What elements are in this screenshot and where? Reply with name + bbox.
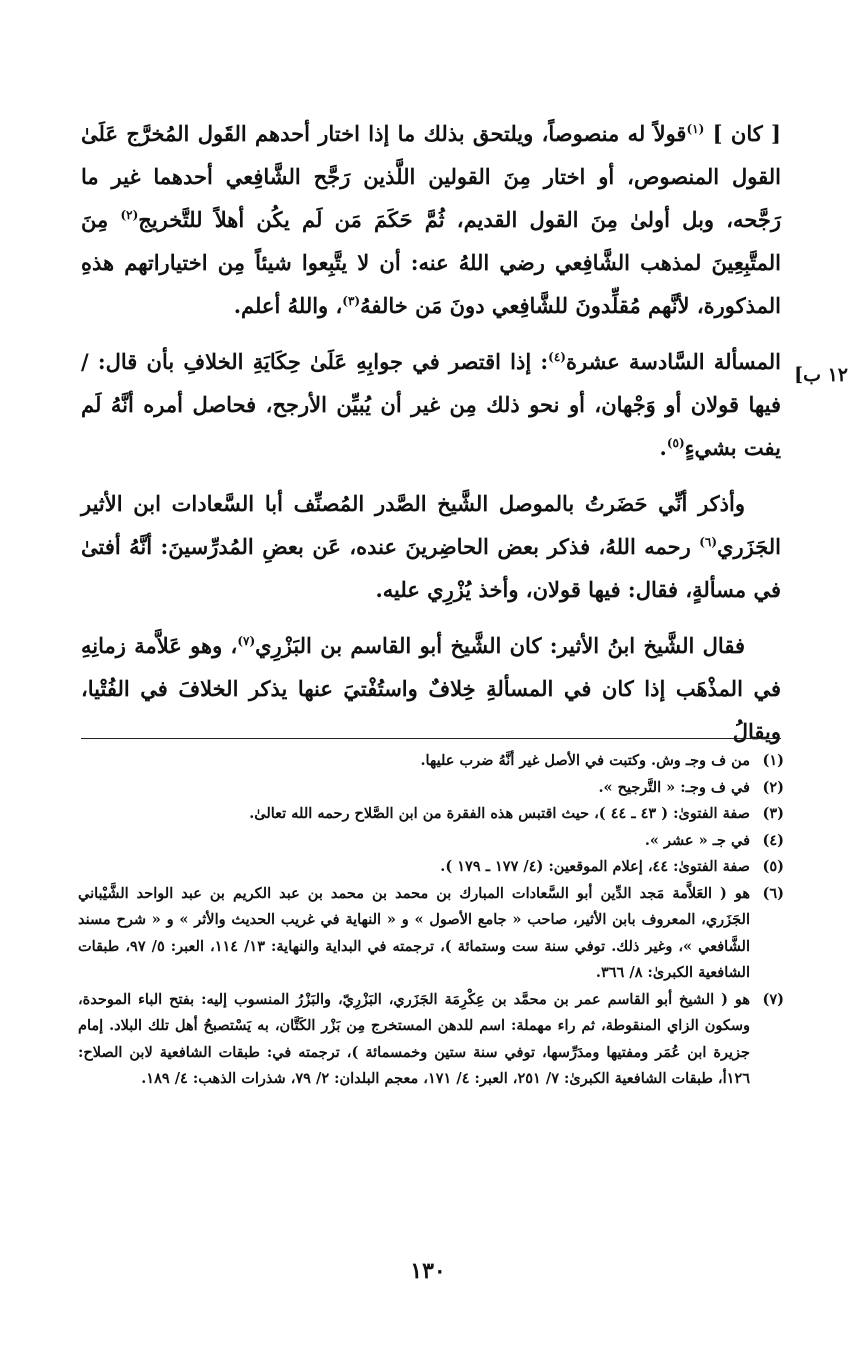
footnote-6 — [78, 881, 784, 987]
paragraph-2-text-b: . — [659, 435, 667, 460]
footnote-text: صفة الفتوىٰ: ٤٤، إعلام الموقعين: (٤/ ١٧٧ ـ ١٧٩ ). — [440, 858, 750, 875]
footnote-text: هو ( الشيخ أبو القاسم عمر بن محمَّد بن عِكْرِمَة الجَزَري، البَزْرِيّ، والبَزْرُ المنسوب إليه: بفتح الباء الموحدة، وسكون الزاي المنقوطة، ثم راء مهملة: اسم للدهن المستخرج مِن بَزْر الكَتَّان، به يَسْتصبحُ أهل تلك البلاد. إمام جزيرة ابن عُمَر ومفتيها ومدَرِّسها، توفي سنة ستين وخمسمائة )، ترجمته في: طبقات الشافعية لابن الصلاح: ١٢٦أ، طبقات الشافعية الكبرىٰ: ٧/ ٢٥١، العبر: ٤/ ١٧١، معجم البلدان: ٢/ ٧٩، شذرات الذهب: ٤/ ١٨٩. — [78, 990, 750, 1087]
paragraph-3-text-b: رحمه اللهُ، فذكر بعض الحاضِرينَ عنده، عَن بعضِ المُدرِّسينَ: أنَّهُ أفتىٰ في مسألةٍ، فقال: فيها قولان، وأخذ يُزْرِي عليه. — [81, 534, 781, 602]
footnote-4 — [78, 828, 784, 855]
footnote-number: (٣) — [762, 805, 784, 822]
footnote-ref-5[interactable]: (٥) — [666, 436, 685, 450]
footnote-ref-3[interactable]: (٣) — [342, 294, 361, 308]
footnotes-section — [78, 748, 784, 1093]
footnote-2 — [78, 775, 784, 802]
footnote-number: (٥) — [762, 858, 784, 875]
paragraph-1-text-a: قولاً له منصوصاً، ويلتحق بذلك ما إذا اختار أحدهم القَول المُخرَّج عَلَىٰ القول المنصوص، أو اختار مِنَ القولين اللَّذين رَجَّح الشَّافِعي أحدهما غير ما رَجَّحه، وبل أولىٰ مِنَ القول القديم، ثُمَّ حَكَمَ مَن لَم يكُن أهلاً للتَّخريج — [81, 121, 781, 232]
main-text-block — [81, 112, 781, 753]
footnote-text: هو ( العَلاَّمة مَجد الدِّين أبو السَّعادات المبارك بن محمد بن محمد بن عبد الكريم بن عبد الواحد الشَّيْباني الجَزَري، المعروف بابن الأثير، صاحب « جامع الأصول » و « النهاية في غريب الحديث والأثر » و « شرح مسند الشَّافعي »، وغير ذلك. توفي سنة ست وستمائة )، ترجمته في البداية والنهاية: ١٣/ ١١٤، العبر: ٥/ ٩٧، طبقات الشافعية الكبرىٰ: ٨/ ٣٦٦. — [78, 884, 750, 981]
paragraph-2 — [81, 340, 781, 469]
footnote-ref-2[interactable]: (٢) — [120, 208, 139, 222]
footnote-text: من ف وجـ وش. وكتبت في الأصل غير أنَّهُ ضرب عليها. — [420, 752, 750, 769]
footnote-1 — [78, 748, 784, 775]
footnote-ref-6[interactable]: (٦) — [699, 535, 718, 549]
paragraph-1-text-c: ، واللهُ أعلم. — [233, 293, 343, 318]
manuscript-folio-marker: ١٢ ب] — [794, 364, 848, 386]
footnote-ref-1[interactable]: (١) — [686, 122, 705, 136]
paragraph-1-text-b: مِنَ المتَّبِعِينَ لمذهب الشَّافِعي رضي اللهُ عنه: أن لا يتَّبِعوا شيئاً مِن اختياراتهم هذهِ المذكورة، لأنَّهم مُقلِّدونَ للشَّافِعي دونَ مَن خالفهُ — [81, 207, 781, 318]
footnote-number: (٤) — [762, 831, 784, 849]
footnote-number: (١) — [762, 752, 784, 769]
footnote-text: في ف وجـ: « التَّرجيح ». — [598, 778, 750, 796]
footnote-number: (٧) — [762, 990, 784, 1008]
paragraph-1 — [81, 112, 781, 327]
paragraph-3-text-a: وأذكر أنِّي حَضَرتُ بالموصل الشَّيخ الصَّدر المُصنِّف أبا السَّعادات ابن الأثير الجَزَري — [81, 491, 781, 559]
footnote-number: (٢) — [762, 778, 784, 796]
paragraph-4-text-a: فقال الشَّيخ ابنُ الأثير: كان الشَّيخ أبو القاسم بن البَزْرِي — [255, 633, 745, 658]
footnote-number: (٦) — [762, 884, 784, 902]
section-heading: المسألة السَّادسة عشرة — [565, 349, 781, 374]
footnote-text: صفة الفتوىٰ: ( ٤٣ ـ ٤٤ )، حيث اقتبس هذه الفقرة من ابن الصَّلاح رحمه الله تعالىٰ. — [249, 805, 750, 822]
paragraph-2-text-a: : إذا اقتصر في جوابِهِ عَلَىٰ حِكَايَةِ الخلافِ بأن قال: / فيها قولان أو وَجْهان، أو نحو ذلك مِن غير أن يُبيِّن الأرجح، فحاصل أمره أنَّهُ لَم يفت بشيءٍ — [81, 349, 781, 460]
page-number: ١٣٠ — [410, 1258, 446, 1284]
footnote-7 — [78, 987, 784, 1093]
footnote-3 — [78, 801, 784, 828]
footnote-5 — [78, 854, 784, 881]
paragraph-4 — [81, 624, 781, 753]
footnote-text: في جـ « عشر ». — [644, 831, 750, 849]
footnote-ref-4[interactable]: (٤) — [548, 350, 566, 364]
footnote-ref-7[interactable]: (٧) — [237, 634, 256, 648]
paragraph-4-text-b: ، وهو عَلاَّمة زمانِهِ في المذْهَب إذا كان في المسألةِ خِلافٌ واستُفْتيَ عنها يذكر الخلافَ في الفُتْيا، ويقالُ — [81, 633, 781, 744]
paragraph-3 — [81, 482, 781, 611]
footnote-divider — [81, 738, 781, 739]
bracketed-word: [ كان ] — [704, 121, 781, 146]
